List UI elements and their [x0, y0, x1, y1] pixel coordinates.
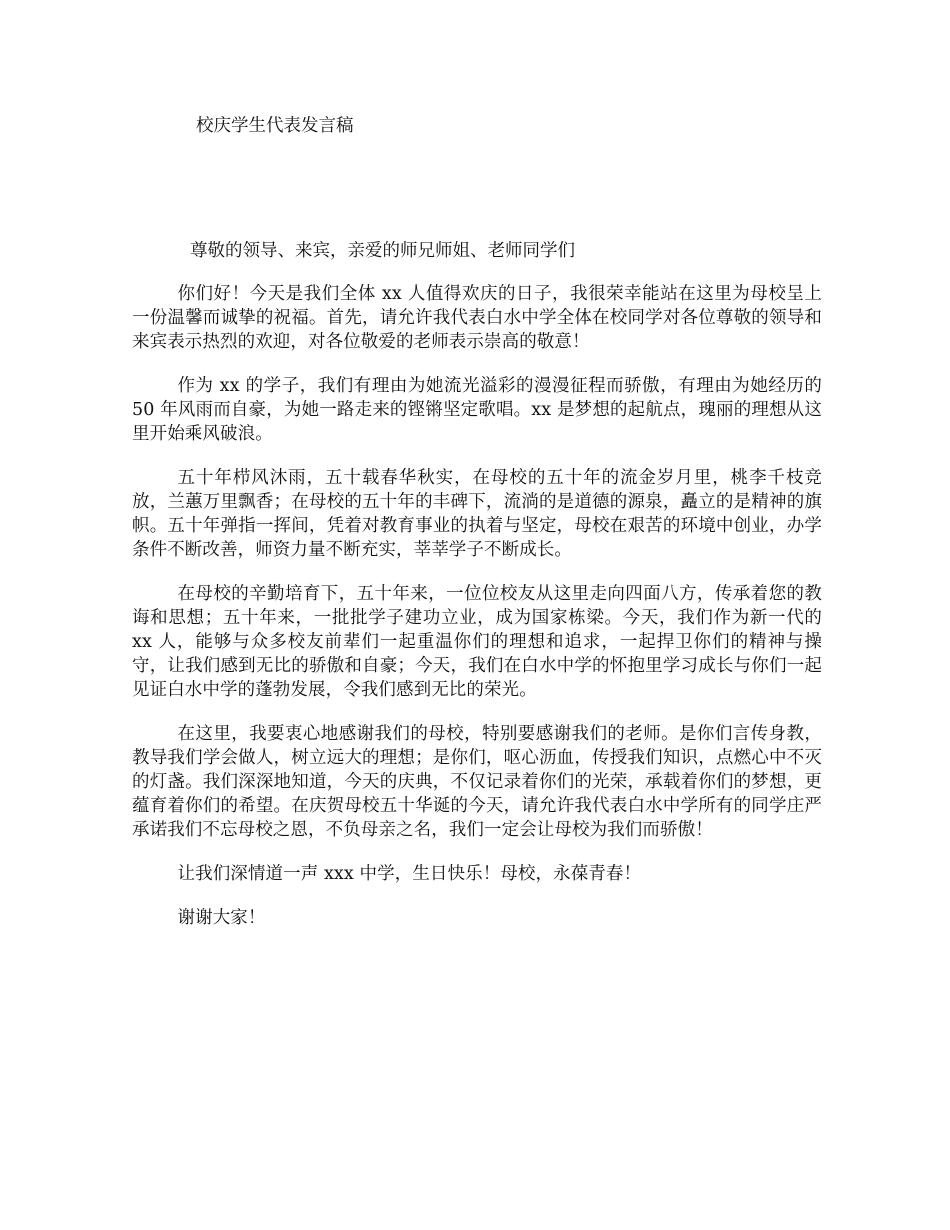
paragraph-history: 五十年栉风沐雨，五十载春华秋实，在母校的五十年的流金岁月里，桃李千枝竞放，兰蕙万里飘香；在母校的五十年的丰碑下，流淌的是道德的源泉，矗立的是精神的旗帜。五十年弹指一挥间，凭着对教育事业的执着与坚定，母校在艰苦的环境中创业，办学条件不断改善，师资力量不断充实，莘莘学子不断成长。: [132, 468, 822, 560]
paragraph-thanks: 谢谢大家！: [177, 908, 266, 928]
document-body: [132, 282, 822, 950]
paragraph-gratitude: 在这里，我要衷心地感谢我们的母校，特别要感谢我们的老师。是你们言传身教，教导我们学会做人，树立远大的理想；是你们，呕心沥血，传授我们知识，点燃心中不灭的灯盏。我们深深地知道，今天的庆典，不仅记录着你们的光荣，承载着你们的梦想，更蕴育着你们的希望。在庆贺母校五十华诞的今天，请允许我代表白水中学所有的同学庄严承诺我们不忘母校之恩，不负母亲之名，我们一定会让母校为我们而骄傲！: [132, 724, 822, 840]
salutation: 尊敬的领导、来宾，亲爱的师兄师姐、老师同学们: [190, 241, 575, 261]
paragraph-greeting: 你们好！今天是我们全体 xx 人值得欢庆的日子，我很荣幸能站在这里为母校呈上一份温馨而诚挚的祝福。首先，请允许我代表白水中学全体在校同学对各位尊敬的领导和来宾表示热烈的欢迎，对各位敬爱的老师表示崇高的敬意！: [132, 284, 822, 352]
paragraph-pride: 作为 xx 的学子，我们有理由为她流光溢彩的漫漫征程而骄傲，有理由为她经历的 50 年风雨而自豪，为她一路走来的铿锵坚定歌唱。xx 是梦想的起航点，瑰丽的理想从这里开始乘风破浪。: [132, 376, 822, 444]
document-title: 校庆学生代表发言稿: [196, 116, 354, 136]
paragraph-wishes: 让我们深情道一声 xxx 中学，生日快乐！母校，永葆青春！: [177, 864, 642, 884]
paragraph-alumni: 在母校的辛勤培育下，五十年来，一位位校友从这里走向四面八方，传承着您的教诲和思想；五十年来，一批批学子建功立业，成为国家栋梁。今天，我们作为新一代的 xx 人，能够与众多校友前辈们一起重温你们的理想和追求，一起捍卫你们的精神与操守，让我们感到无比的骄傲和自豪；今天，我们在白水中学的怀抱里学习成长与你们一起见证白水中学的蓬勃发展，令我们感到无比的荣光。: [132, 584, 822, 700]
